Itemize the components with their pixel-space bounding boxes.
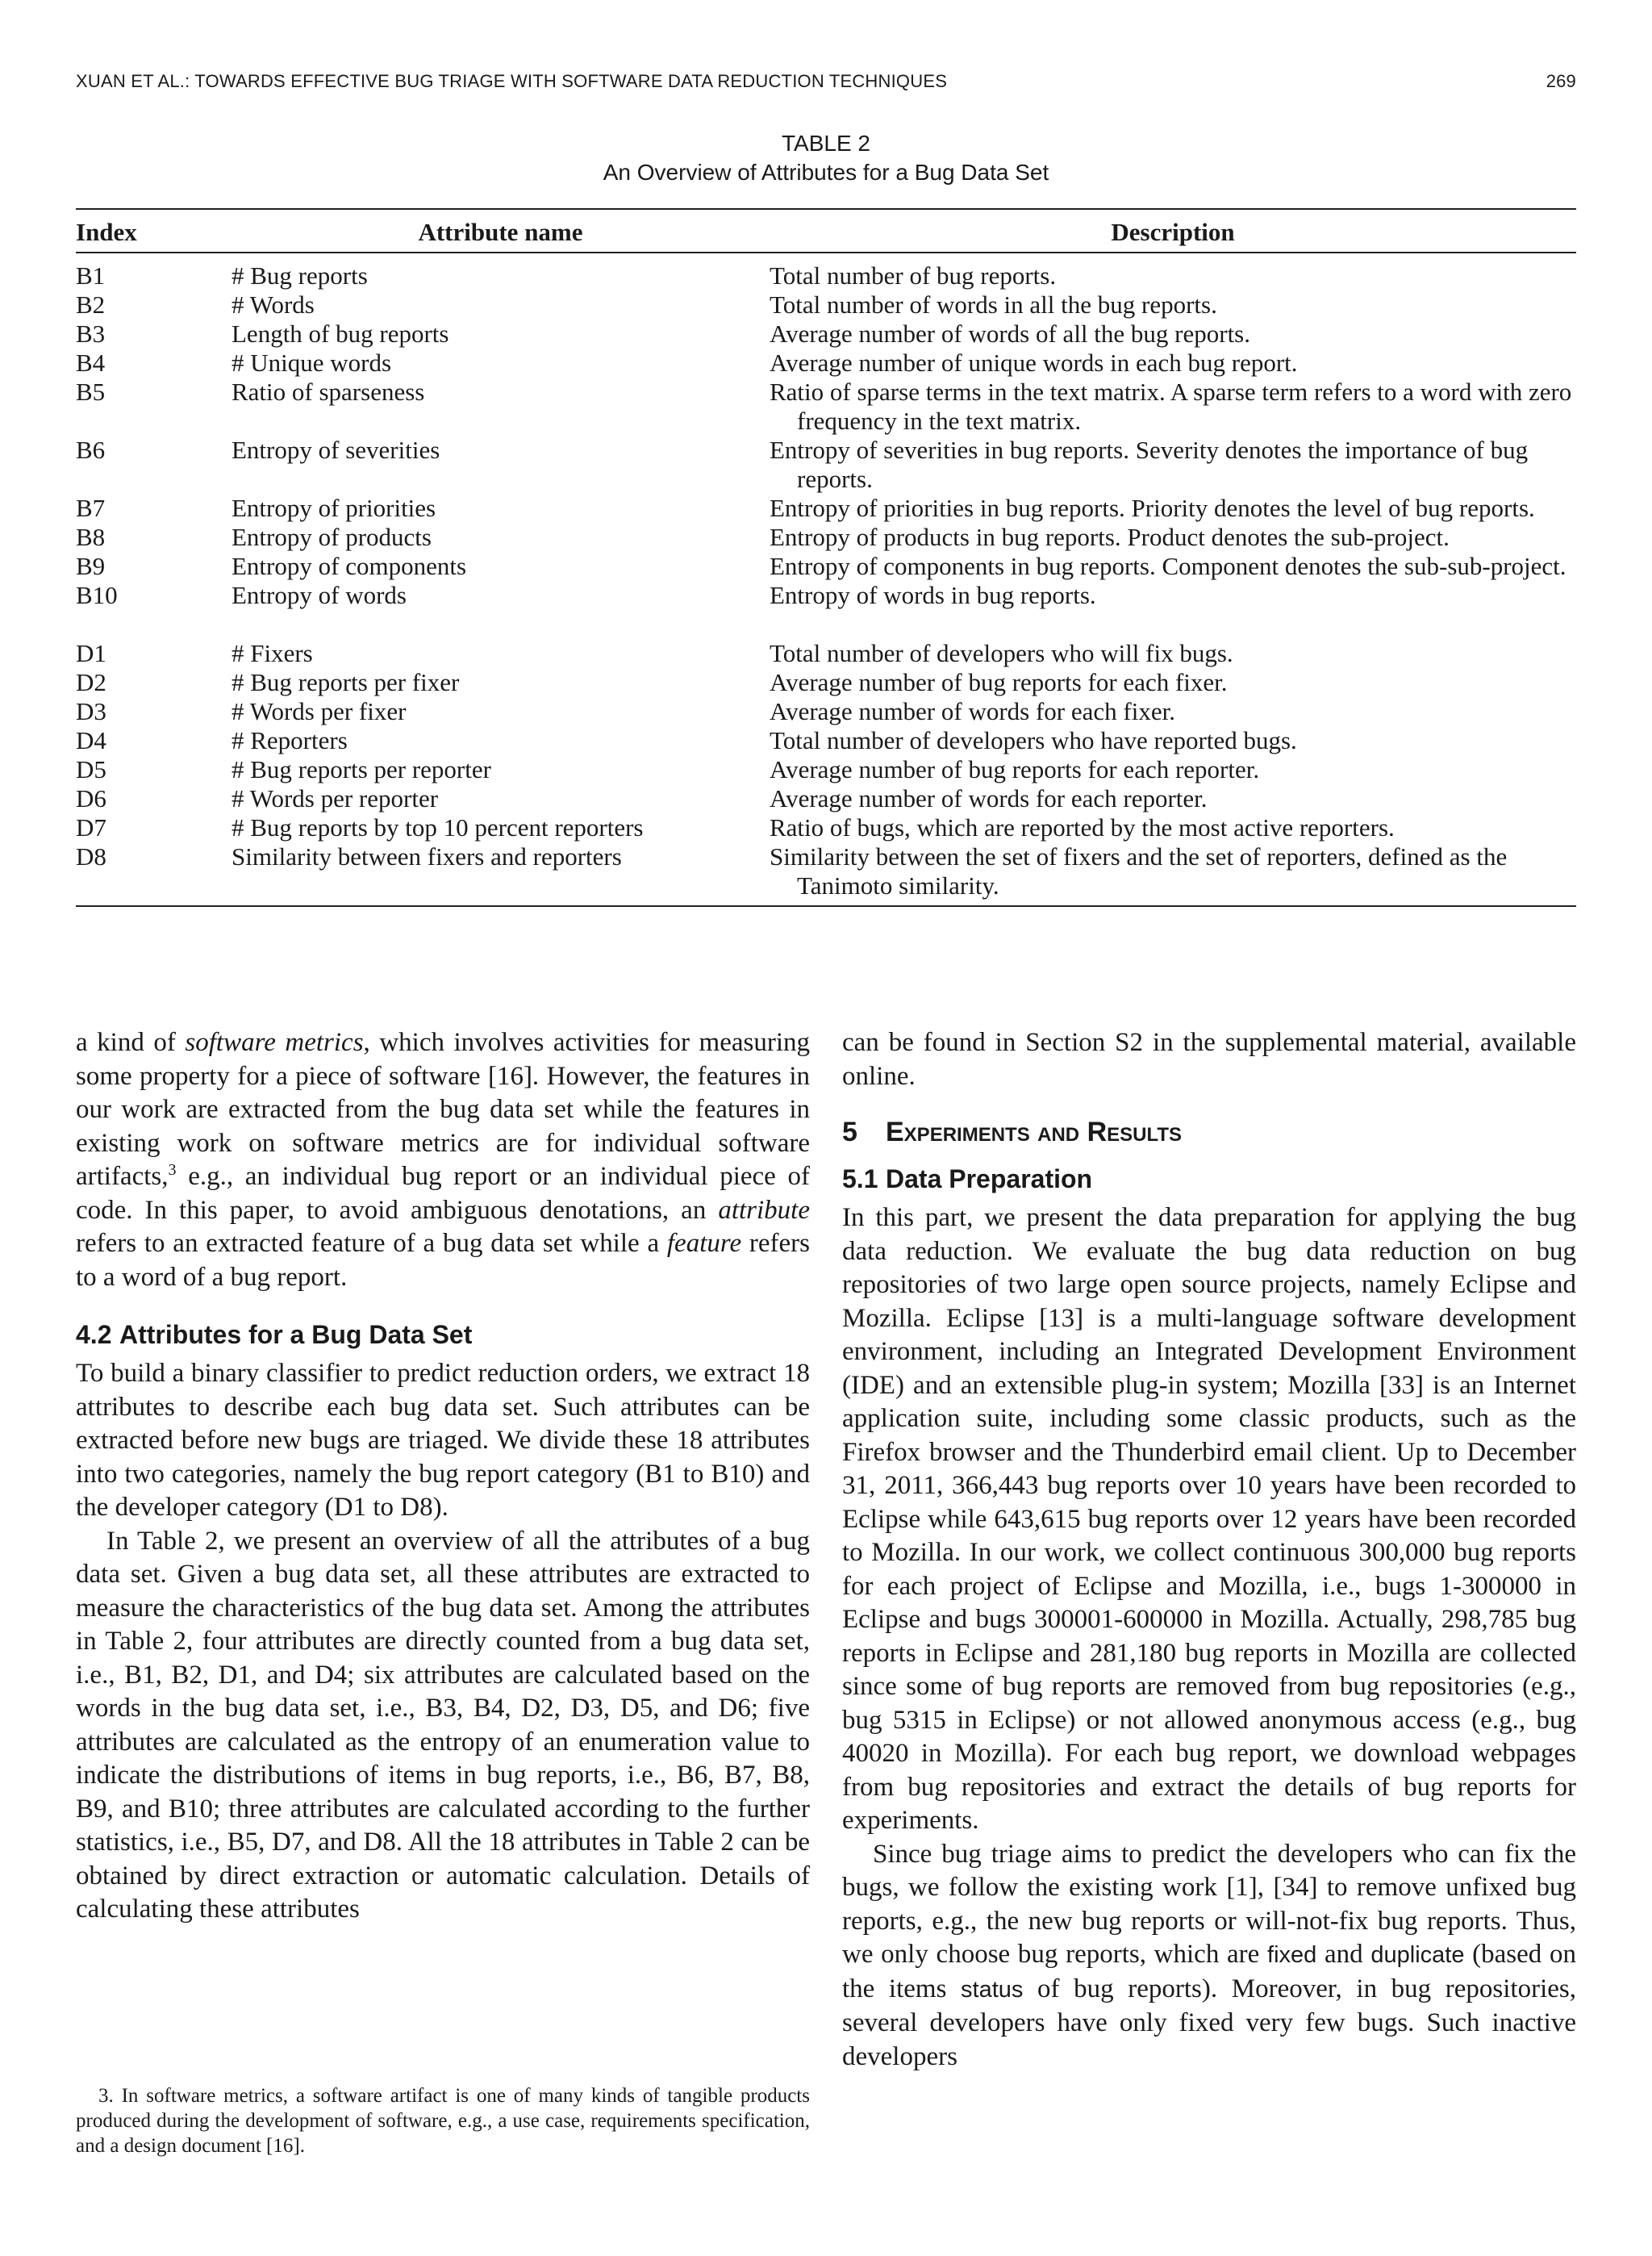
cell-index: B2 [76, 290, 106, 319]
description-text: Entropy of priorities in bug reports. Priority denotes the level of bug reports. [770, 494, 1535, 522]
cell-attribute-name: # Bug reports [232, 261, 368, 290]
description-text: Entropy of severities in bug reports. Severity denotes the importance of bug reports. [770, 436, 1529, 493]
header-index: Index [76, 209, 232, 253]
description-text: Average number of words for each fixer. [770, 697, 1175, 725]
cell-index: B6 [76, 436, 106, 464]
cell-description [770, 755, 1576, 784]
page-number: 269 [1546, 71, 1576, 91]
table-row [76, 523, 1576, 552]
left-column [76, 1026, 810, 1927]
cell-description [770, 320, 1576, 349]
header-description: Description [770, 209, 1576, 253]
cell-attribute-name: Entropy of components [232, 552, 467, 580]
cell-attribute-name: Ratio of sparseness [232, 378, 425, 406]
section-heading-5: 5 Experiments and Results [842, 1117, 1183, 1147]
running-head-title: XUAN ET AL.: TOWARDS EFFECTIVE BUG TRIAGE WITH SOFTWARE DATA REDUCTION TECHNIQUES [76, 71, 948, 91]
cell-description [770, 842, 1576, 906]
cell-attribute-name: # Words per reporter [232, 784, 439, 813]
cell-attribute-name: # Words per fixer [232, 697, 407, 725]
cell-attribute-name: Entropy of products [232, 523, 432, 551]
cell-index: B7 [76, 494, 106, 522]
cell-attribute-name: # Unique words [232, 349, 392, 377]
table-row [76, 784, 1576, 813]
description-text: Similarity between the set of fixers and the set of reporters, defined as the Tanimoto similarity. [770, 842, 1508, 900]
table-title: An Overview of Attributes for a Bug Data Set [603, 160, 1049, 185]
table-row [76, 842, 1576, 906]
cell-attribute-name: # Reporters [232, 726, 348, 754]
cell-description [770, 813, 1576, 842]
cell-attribute-name: # Bug reports per reporter [232, 755, 491, 783]
cell-attribute-name: Similarity between fixers and reporters [232, 842, 770, 906]
description-text: Average number of unique words in each bug report. [770, 349, 1298, 377]
cell-index: B4 [76, 349, 106, 377]
table-caption [0, 129, 1652, 187]
description-text: Entropy of words in bug reports. [770, 581, 1096, 609]
cell-description [770, 610, 1576, 668]
cell-index: D1 [76, 639, 106, 667]
description-text: Average number of words of all the bug reports. [770, 320, 1250, 348]
cell-description [770, 668, 1576, 697]
cell-attribute-name: # Bug reports per fixer [232, 668, 460, 696]
table-row [76, 253, 1576, 290]
cell-description [770, 290, 1576, 320]
footnote-marker: 3 [168, 1161, 177, 1179]
description-text: Average number of words for each reporter. [770, 784, 1208, 813]
table-row [76, 290, 1576, 320]
table-row [76, 668, 1576, 697]
cell-attribute-name: # Words [232, 290, 315, 319]
table-row [76, 726, 1576, 755]
description-text: Total number of developers who have reported bugs. [770, 726, 1297, 754]
cell-index: D4 [76, 726, 106, 754]
cell-description [770, 581, 1576, 610]
cell-description [770, 552, 1576, 581]
paragraph: In Table 2, we present an overview of all the attributes of a bug data set. Given a bug data set, all these attributes are extracted to measure the characteristics of the bug data set. Among the attributes in Table 2, four attributes are directly counted from a bug data set, i.e., B1, B2, D1, and D4; six attributes are calculated based on the words in the bug data set, i.e., B3, B4, D2, D3, D5, and D6; five attributes are calculated as the entropy of an enumeration value to indicate the distributions of items in bug reports, i.e., B6, B7, B8, B9, and B10; three attributes are calculated according to the further statistics, i.e., B5, D7, and D8. All the 18 attributes in Table 2 can be obtained by direct extraction or automatic calculation. Details of calculating these attributes [76, 1526, 810, 1924]
cell-index: D7 [76, 813, 106, 842]
section-heading-5-1: 5.1 Data Preparation [842, 1164, 1093, 1193]
right-column [842, 1026, 1576, 2074]
description-text: Total number of bug reports. [770, 261, 1057, 290]
table-row [76, 349, 1576, 378]
cell-index: B10 [76, 581, 118, 609]
cell-index: B9 [76, 552, 106, 580]
table-row [76, 494, 1576, 523]
description-text: Total number of developers who will fix bugs. [770, 639, 1233, 667]
cell-index: B3 [76, 320, 106, 348]
cell-index: B8 [76, 523, 106, 551]
cell-index: D2 [76, 668, 106, 696]
footnote: 3. In software metrics, a software artifact is one of many kinds of tangible products produced during the development of software, e.g., a use case, requirements specification, and a design document [16]. [76, 2085, 810, 2157]
description-text: Average number of bug reports for each reporter. [770, 755, 1260, 783]
cell-description [770, 697, 1576, 726]
cell-index: D3 [76, 697, 106, 725]
description-text: Total number of words in all the bug reports. [770, 290, 1217, 319]
table-label: TABLE 2 [782, 131, 870, 156]
description-text: Entropy of products in bug reports. Product denotes the sub-project. [770, 523, 1450, 551]
cell-index: D8 [76, 842, 232, 906]
table-row [76, 378, 1576, 436]
cell-description [770, 253, 1576, 290]
cell-attribute-name: Entropy of severities [232, 436, 440, 464]
cell-description [770, 349, 1576, 378]
paragraph: can be found in Section S2 in the supplemental material, available online. [842, 1028, 1576, 1091]
cell-description [770, 726, 1576, 755]
running-head [76, 71, 1576, 95]
cell-index: D5 [76, 755, 106, 783]
cell-description [770, 784, 1576, 813]
cell-description [770, 523, 1576, 552]
table-row [76, 697, 1576, 726]
cell-attribute-name: # Bug reports by top 10 percent reporters [232, 813, 644, 842]
header-attribute-name: Attribute name [232, 209, 770, 253]
cell-attribute-name: Entropy of words [232, 581, 407, 609]
table-row [76, 755, 1576, 784]
paragraph: Since bug triage aims to predict the developers who can fix the bugs, we follow the existing work [1], [34] to remove unfixed bug reports, e.g., the new bug reports or will-not-fix bug reports. Thus, we only choose bug reports, which are fixed and duplicate (based on the items status of bug reports). Moreover, in bug repositories, several developers have only fixed very few bugs. Such inactive developers [842, 1839, 1577, 2071]
cell-attribute-name: Entropy of priorities [232, 494, 436, 522]
cell-description [770, 436, 1576, 494]
table-row [76, 436, 1576, 494]
table-row [76, 581, 1576, 610]
table-row [76, 813, 1576, 842]
paragraph: In this part, we present the data preparation for applying the bug data reduction. We evaluate the bug data reduction on bug repositories of two large open source projects, namely Eclipse and Mozilla. Eclipse [13] is a multi-language software development environment, including an Integrated Development Environment (IDE) and an extensible plug-in system; Mozilla [33] is an Internet application suite, including some classic products, such as the Firefox browser and the Thunderbird email client. Up to December 31, 2011, 366,443 bug reports over 10 years have been recorded to Eclipse while 643,615 bug reports over 12 years have been recorded to Mozilla. In our work, we collect continuous 300,000 bug reports for each project of Eclipse and Mozilla, i.e., bugs 1-300000 in Eclipse and bugs 300001-600000 in Mozilla. Actually, 298,785 bug reports in Eclipse and 281,180 bug reports in Mozilla are collected since some of bug reports are removed from bug repositories (e.g., bug 5315 in Eclipse) or not allowed anonymous access (e.g., bug 40020 in Mozilla). For each bug report, we download webpages from bug repositories and extract the details of bug reports for experiments. [842, 1203, 1576, 1835]
paragraph: To build a binary classifier to predict reduction orders, we extract 18 attributes to describe each bug data set. Such attributes can be extracted before new bugs are triaged. We divide these 18 attributes into two categories, namely the bug report category (B1 to B10) and the developer category (D1 to D8). [76, 1359, 810, 1522]
description-text: Ratio of bugs, which are reported by the most active reporters. [770, 813, 1395, 842]
cell-attribute-name: # Fixers [232, 639, 313, 667]
attributes-table [76, 208, 1576, 907]
cell-description [770, 494, 1576, 523]
section-heading-4-2: 4.2 Attributes for a Bug Data Set [76, 1320, 473, 1349]
table-row [76, 552, 1576, 581]
cell-index: B1 [76, 261, 106, 290]
description-text: Entropy of components in bug reports. Component denotes the sub-sub-project. [770, 552, 1566, 580]
paragraph: a kind of software metrics, which involves activities for measuring some property for a piece of software [16]. However, the features in our work are extracted from the bug data set while the features in existing work on software metrics are for individual software artifacts,$^3$ e.g., an individual bug report or an individual piece of code. In this paper, to avoid ambiguous denotations, an attribute refers to an extracted feature of a bug data set while a feature refers to a word of a bug report. [76, 1028, 810, 1292]
description-text: Ratio of sparse terms in the text matrix. A sparse term refers to a word with zero frequency in the text matrix. [770, 378, 1572, 435]
cell-index: D6 [76, 784, 106, 813]
table-header-row [76, 209, 1576, 253]
cell-index: B5 [76, 378, 106, 406]
cell-attribute-name: Length of bug reports [232, 320, 449, 348]
cell-description [770, 378, 1576, 436]
table-row [76, 610, 1576, 668]
table-row [76, 320, 1576, 349]
description-text: Average number of bug reports for each fixer. [770, 668, 1228, 696]
